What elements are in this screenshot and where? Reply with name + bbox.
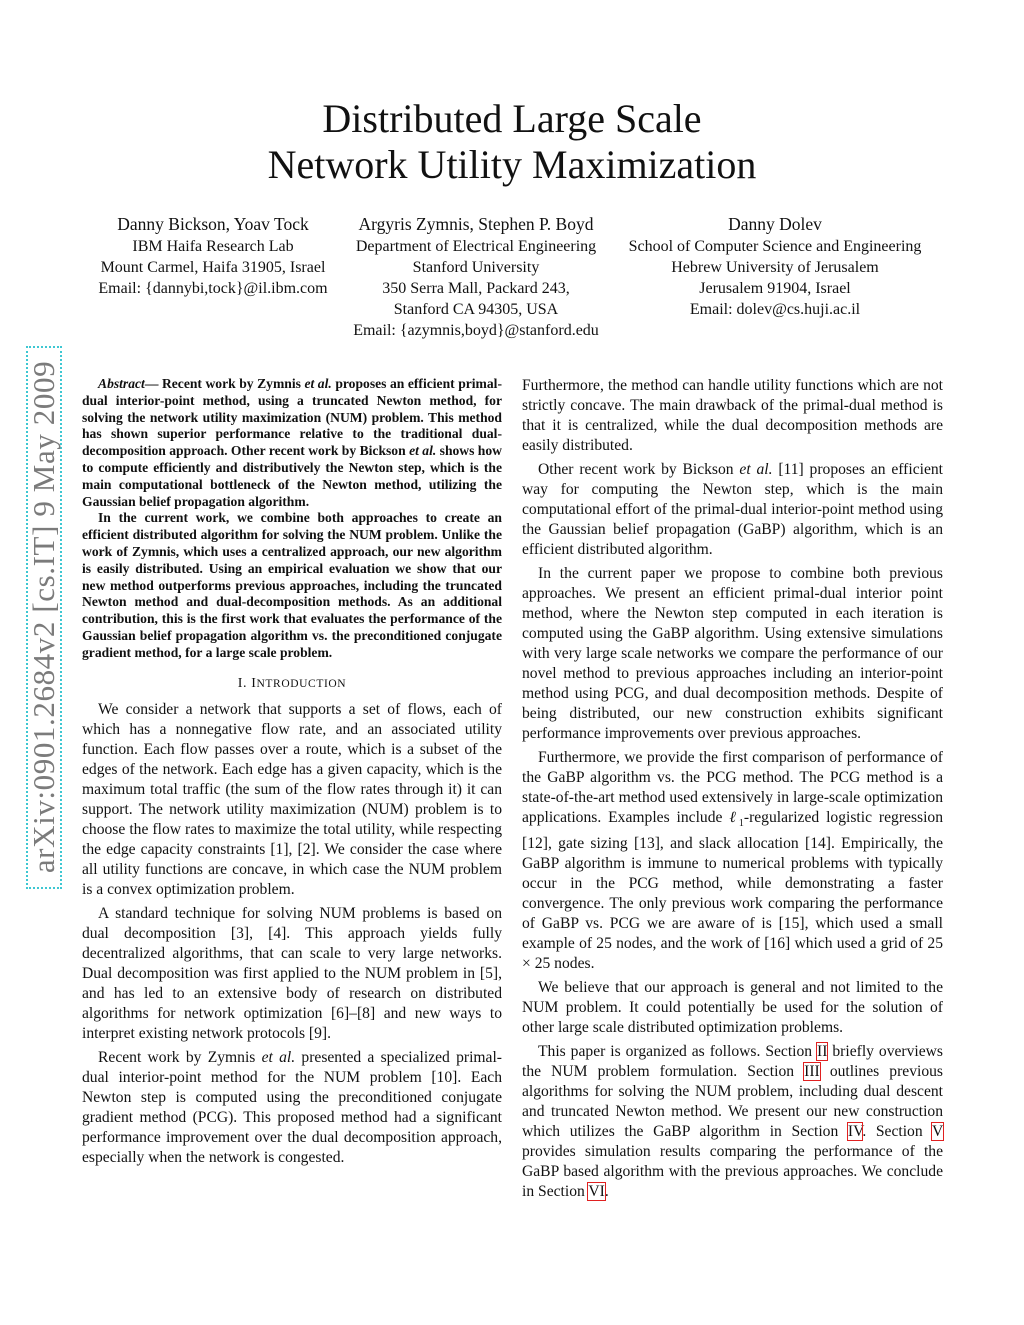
abstract-paragraph-2: In the current work, we combine both approaches to create an efficient distributed algorithm for solving the NUM problem. Unlike the work of Zymnis, which uses a centralized approach, our new algorithm is easily distributed. Using an empirical evaluation we show that our new method outperforms previous approaches, including the truncated Newton method and dual-decomposition methods. As an additional contribution, this is the first work that evaluates the performance of the Gaussian belief propagation algorithm vs. the preconditioned conjugate gradient method, for a large scale problem. <box>82 510 502 660</box>
author-names: Danny Bickson, Yoav Tock <box>117 214 309 234</box>
title-line-2: Network Utility Maximization <box>267 142 757 187</box>
author-names: Argyris Zymnis, Stephen P. Boyd <box>358 214 594 234</box>
author-email: Email: dolev@cs.huji.ac.il <box>689 301 861 318</box>
abstract: Abstract— Recent work by Zymnis et al. proposes an efficient primal-dual interior-point method, using a truncated Newton method, for solving the network utility maximization (NUM) problem. This method has shown superior performance relative to the traditional dual-decomposition approach. Other recent work by Bickson et al. shows how to compute efficiently and distributively the Newton step, which is the main computational bottleneck of the Newton method, utilizing the Gaussian belief propagation algorithm. In the current work, we combine both approaches to create an efficient distributed algorithm for solving the NUM problem. Unlike the work of Zymnis, which uses a centralized approach, our new algorithm is easily distributed. Using an empirical evaluation we show that our new method outperforms previous approaches, including the truncated Newton method and dual-decomposition methods. As an additional contribution, this is the first work that evaluates the performance of the Gaussian belief propagation algorithm vs. the preconditioned conjugate gradient method, for a large scale problem. <box>82 376 502 660</box>
affiliation-line: School of Computer Science and Engineering <box>628 238 922 255</box>
right-paragraph-3: In the current paper we propose to combine both previous approaches. We present an efficient primal-dual interior point method, where the Newton step computed in each iteration is computed using the GaBP algorithm. Using extensive simulations with very large scale networks we compare the performance of our novel method to previous approaches including an interior-point method using PCG, and dual decomposition methods. Despite of being distributed, our new construction exhibits significant performance improvements over previous approaches. <box>522 565 943 742</box>
paper-title <box>0 96 1024 188</box>
abstract-label: Abstract <box>98 376 145 391</box>
affiliation-line: Mount Carmel, Haifa 31905, Israel <box>100 259 326 276</box>
intro-paragraph-3: Recent work by Zymnis et al. presented a specialized primal-dual interior-point method for the NUM problem [10]. Each Newton step is computed using the preconditioned conjugate gradient method (PCG). This proposed method had a significant performance improvement over the dual decomposition approach, especially when the network is congested. <box>82 1048 502 1166</box>
affiliation-line: Department of Electrical Engineering <box>355 238 597 255</box>
intro-paragraph-2: A standard technique for solving NUM problems is based on dual decomposition [3], [4]. This approach yields fully decentralized algorithms, that can scale to very large networks. Dual decomposition was first applied to the NUM problem in [5], and has led to an extensive body of research on distributed algorithms for network optimization [6]–[8] and new ways to interpret existing network protocols [9]. <box>82 904 502 1042</box>
section-heading-introduction: I. INTRODUCTION <box>237 675 347 691</box>
author-names: Danny Dolev <box>728 214 822 234</box>
affiliation-line: Stanford University <box>412 259 540 276</box>
section-link-V[interactable]: V <box>932 1123 943 1141</box>
right-paragraph-2: Other recent work by Bickson et al. [11] proposes an efficient way for computing the Newton step, which is the main computational effort of the primal-dual interior-point method using the Gaussian belief propagation (GaBP) algorithm, which is an efficient distributed algorithm. <box>522 461 944 558</box>
right-paragraph-1: Furthermore, the method can handle utility functions which are not strictly concave. The main drawback of the primal-dual method is that it is centralized, while the dual decomposition methods are easily distributed. <box>522 377 943 454</box>
title-line-1: Distributed Large Scale <box>322 96 702 141</box>
affiliation-line: Hebrew University of Jerusalem <box>671 259 879 276</box>
right-paragraph-6: This paper is organized as follows. Section II briefly overviews the NUM problem formulation. Section III outlines previous algorithms for solving the NUM problem, including dual descent and truncated Newton method. We present our new construction which utilizes the GaBP algorithm in Section IV. Section V provides simulation results comparing the performance of the GaBP based algorithm with the previous approaches. We conclude in Section VI. <box>522 1043 943 1201</box>
right-paragraph-4: Furthermore, we provide the first comparison of performance of the GaBP algorithm vs. the PCG method. The PCG method is a state-of-the-art method used extensively in large-scale optimization applications. Examples include ℓ$_1$-regularized logistic regression [12], gate sizing [13], and slack allocation [14]. Empirically, the GaBP algorithm is immune to numerical problems with typically occur in the PCG method, while demonstrating a faster convergence. The only previous work comparing the performance of GaBP vs. PCG we are aware of is [15], which used a small example of 25 nodes, and the work of [16] which used a grid of 25 × 25 nodes. <box>522 749 944 973</box>
author-email: Email: {dannybi,tock}@il.ibm.com <box>98 280 328 297</box>
affiliation-line: Jerusalem 91904, Israel <box>699 280 851 297</box>
introduction-body <box>82 700 502 1168</box>
arxiv-stamp-text: arXiv:0901.2684v2 [cs.IT] 9 May 2009 <box>26 360 61 874</box>
author-block-1 <box>78 212 348 299</box>
section-link-IV[interactable]: IV <box>847 1123 863 1141</box>
affiliation-line: IBM Haifa Research Lab <box>132 238 294 255</box>
author-email: Email: {azymnis,boyd}@stanford.edu <box>353 322 599 339</box>
right-column <box>522 376 943 1206</box>
section-link-VI[interactable]: VI <box>588 1183 605 1201</box>
affiliation-line: 350 Serra Mall, Packard 243, <box>382 280 570 297</box>
author-block-3 <box>614 212 936 320</box>
author-block-2 <box>340 212 612 341</box>
section-link-III[interactable]: III <box>804 1063 820 1081</box>
intro-paragraph-1: We consider a network that supports a set of flows, each of which has a nonnegative flow rate, and an associated utility function. Each flow passes over a route, which is a subset of the edges of the network. Each edge has a given capacity, which is the maximum total traffic (the sum of the flow rates through it) it can support. The network utility maximization (NUM) problem is to choose the flow rates to maximize the total utility, while respecting the edge capacity constraints [1], [2]. We consider the case where all utility functions are concave, in which case the NUM problem is a convex optimization problem. <box>82 700 502 898</box>
section-link-II[interactable]: II <box>817 1043 828 1061</box>
right-paragraph-5: We believe that our approach is general and not limited to the NUM problem. It could potentially be used for the solution of other large scale distributed optimization problems. <box>522 979 943 1037</box>
affiliation-line: Stanford CA 94305, USA <box>393 301 559 318</box>
left-column <box>82 376 502 1172</box>
